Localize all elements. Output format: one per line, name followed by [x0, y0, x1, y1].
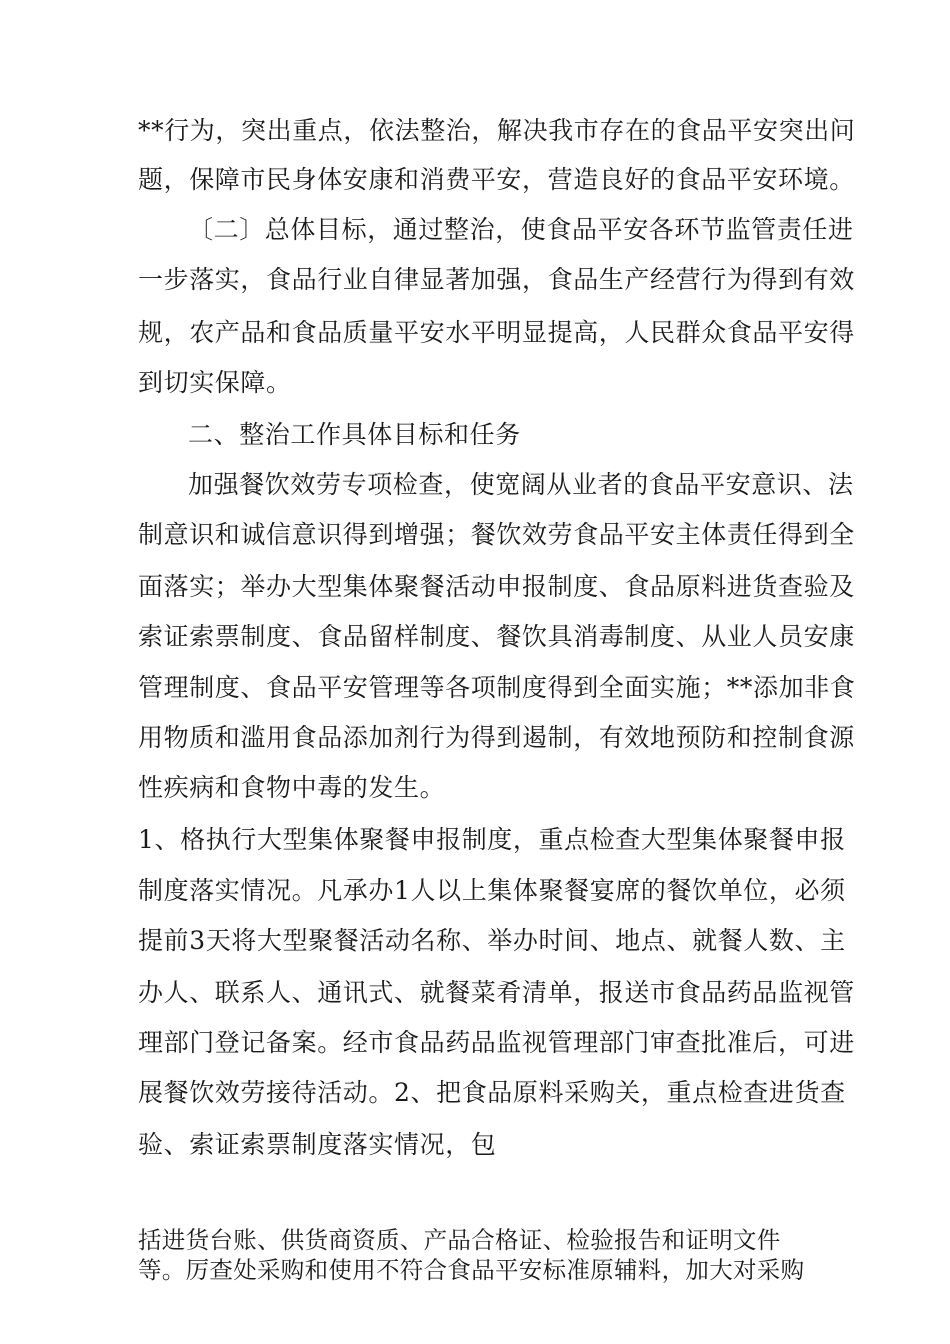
section-heading: 二、整治工作具体目标和任务 [188, 420, 521, 449]
text-line: **行为，突出重点，依法整治，解决我市存在的食品平安突出问 [138, 116, 856, 145]
text-line: 到切实保障。 [138, 368, 292, 397]
text-line: 加强餐饮效劳专项检查，使宽阔从业者的食品平安意识、法 [188, 470, 854, 499]
text-line: 制意识和诚信意识得到增强；餐饮效劳食品平安主体责任得到全 [138, 520, 855, 549]
text-line: 理部门登记备案。经市食品药品监视管理部门审查批准后，可进 [138, 1028, 855, 1057]
text-line: 规，农产品和食品质量平安水平明显提高，人民群众食品平安得 [138, 318, 855, 347]
text-line: 1、格执行大型集体聚餐申报制度，重点检查大型集体聚餐申报 [138, 825, 846, 854]
text-line: 一步落实，食品行业自律显著加强，食品生产经营行为得到有效 [138, 265, 855, 294]
text-line: 面落实；举办大型集体聚餐活动申报制度、食品原料进货查验及 [138, 572, 855, 601]
text-line: 展餐饮效劳接待活动。2、把食品原料采购关，重点检查进货查 [138, 1078, 846, 1107]
text-line: 管理制度、食品平安管理等各项制度得到全面实施；**添加非食 [138, 673, 856, 702]
text-line: 性疾病和食物中毒的发生。 [138, 773, 446, 802]
text-line: 等。厉查处采购和使用不符合食品平安标准原辅料，加大对采购 [138, 1256, 805, 1284]
text-line: 题，保障市民身体安康和消费平安，营造良好的食品平安环境。 [138, 165, 855, 194]
text-line: 提前3天将大型聚餐活动名称、举办时间、地点、就餐人数、主 [138, 926, 846, 955]
text-line: 用物质和滥用食品添加剂行为得到遏制，有效地预防和控制食源 [138, 723, 855, 752]
text-line: 办人、联系人、通讯式、就餐菜肴清单，报送市食品药品监视管 [138, 978, 855, 1007]
text-line: 括进货台账、供货商资质、产品合格证、检验报告和证明文件 [138, 1226, 781, 1254]
text-line: 验、索证索票制度落实情况，包 [138, 1130, 497, 1159]
document-page [138, 0, 856, 1344]
text-line: 索证索票制度、食品留样制度、餐饮具消毒制度、从业人员安康 [138, 622, 855, 651]
text-line: 制度落实情况。凡承办1人以上集体聚餐宴席的餐饮单位，必须 [138, 876, 846, 905]
text-line: 〔二〕总体目标，通过整治，使食品平安各环节监管责任进 [188, 215, 854, 244]
